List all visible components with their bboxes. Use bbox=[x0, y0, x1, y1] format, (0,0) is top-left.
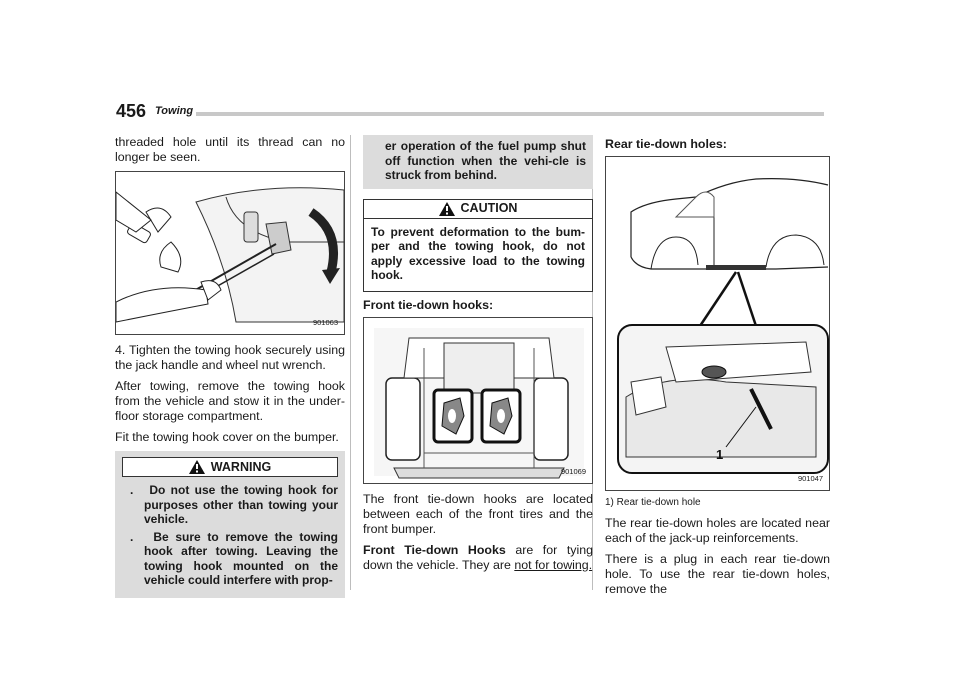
paragraph: After towing, remove the towing hook from the vehicle and stow it in the under-floor storage compartment. bbox=[115, 379, 345, 423]
warning-label: WARNING bbox=[210, 459, 272, 474]
caution-text: To prevent deformation to the bum-per and the towing hook, do not apply excessive load to the towing hook. bbox=[371, 224, 585, 282]
warning-box-continued bbox=[363, 135, 593, 189]
caution-header bbox=[364, 200, 592, 219]
section-heading: Rear tie-down holes: bbox=[605, 137, 727, 151]
text: are for tying down the vehicle. They are bbox=[363, 542, 593, 572]
warning-item bbox=[122, 483, 338, 527]
paragraph: The rear tie-down holes are located near each of the jack-up reinforcements. bbox=[605, 516, 830, 545]
figure-caption: 1) Rear tie-down hole bbox=[605, 497, 701, 508]
caution-label: CAUTION bbox=[460, 201, 518, 215]
paragraph bbox=[363, 543, 593, 573]
section-heading: Front tie-down hooks: bbox=[363, 297, 494, 312]
figure-callout-label: 1 bbox=[716, 447, 724, 462]
paragraph: threaded hole until its thread can no longer be seen. bbox=[115, 135, 345, 164]
figure-front-tie-down bbox=[363, 317, 593, 484]
column-left bbox=[115, 135, 345, 598]
warning-triangle-icon bbox=[189, 460, 205, 474]
warning-text: er operation of the fuel pump shut off function when the vehi-cle is struck from behind. bbox=[385, 139, 586, 182]
bullet: . bbox=[130, 483, 134, 497]
warning-item-text: Do not use the towing hook for purposes other than towing your vehicle. bbox=[144, 483, 338, 526]
warning-item-text: Be sure to remove the towing hook after towing. Leaving the towing hook mounted on the vehicle could interfere with prop- bbox=[144, 529, 338, 587]
warning-header bbox=[122, 457, 338, 477]
towing-hook-illustration bbox=[116, 172, 346, 334]
paragraph: Fit the towing hook cover on the bumper. bbox=[115, 430, 339, 444]
paragraph: There is a plug in each rear tie-down hole. To use the rear tie-down holes, remove the bbox=[605, 552, 830, 596]
figure-code: 901069 bbox=[560, 466, 586, 476]
figure-code: 901047 bbox=[797, 474, 823, 483]
figure-towing-hook-install bbox=[115, 171, 345, 335]
rear-tie-down-illustration bbox=[606, 157, 831, 490]
column-right bbox=[605, 135, 830, 603]
warning-item bbox=[122, 530, 338, 588]
figure-rear-tie-down bbox=[605, 156, 830, 491]
paragraph: The front tie-down hooks are located between each of the front tires and the front bumper. bbox=[363, 491, 593, 536]
column-middle bbox=[363, 135, 593, 579]
column-divider bbox=[350, 135, 351, 590]
page-number: 456 bbox=[116, 101, 147, 121]
underlined-text: not for towing. bbox=[514, 557, 593, 572]
caution-triangle-icon bbox=[439, 202, 455, 216]
warning-box bbox=[115, 451, 345, 598]
bullet: . bbox=[130, 529, 134, 544]
figure-code: 901063 bbox=[312, 318, 338, 327]
caution-box bbox=[363, 199, 593, 292]
header-rule bbox=[196, 112, 824, 116]
bold-text: Front Tie-down Hooks bbox=[363, 542, 506, 557]
section-title: Towing bbox=[155, 105, 194, 117]
paragraph: 4. Tighten the towing hook securely using the jack handle and wheel nut wrench. bbox=[115, 343, 345, 372]
front-tie-down-illustration bbox=[364, 318, 594, 483]
